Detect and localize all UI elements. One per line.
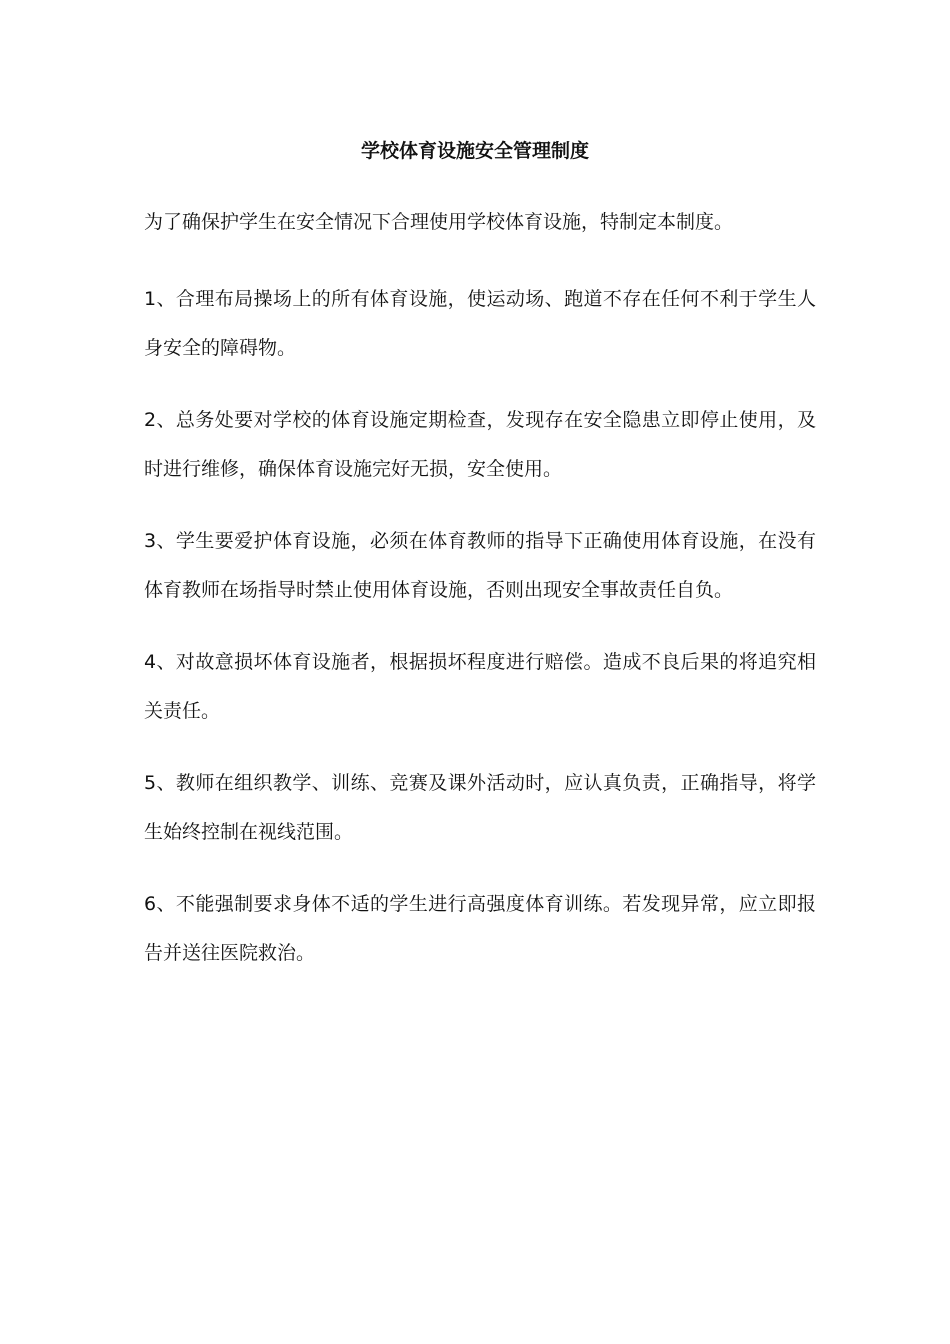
rule-item-1: 1、合理布局操场上的所有体育设施，使运动场、跑道不存在任何不利于学生人身安全的障碍物。 xyxy=(144,288,816,359)
document-body xyxy=(144,207,816,1001)
rule-item-5: 5、教师在组织教学、训练、竞赛及课外活动时，应认真负责，正确指导，将学生始终控制在视线范围。 xyxy=(144,772,816,843)
rule-item-2: 2、总务处要对学校的体育设施定期检查，发现存在安全隐患立即停止使用，及时进行维修，确保体育设施完好无损，安全使用。 xyxy=(144,409,816,480)
intro-paragraph: 为了确保护学生在安全情况下合理使用学校体育设施，特制定本制度。 xyxy=(144,211,734,233)
document-title: 学校体育设施安全管理制度 xyxy=(360,140,589,162)
rule-item-4: 4、对故意损坏体育设施者，根据损坏程度进行赔偿。造成不良后果的将追究相关责任。 xyxy=(144,651,816,722)
rule-item-6: 6、不能强制要求身体不适的学生进行高强度体育训练。若发现异常，应立即报告并送往医院救治。 xyxy=(144,893,816,964)
rule-item-3: 3、学生要爱护体育设施，必须在体育教师的指导下正确使用体育设施，在没有体育教师在场指导时禁止使用体育设施，否则出现安全事故责任自负。 xyxy=(144,530,816,601)
